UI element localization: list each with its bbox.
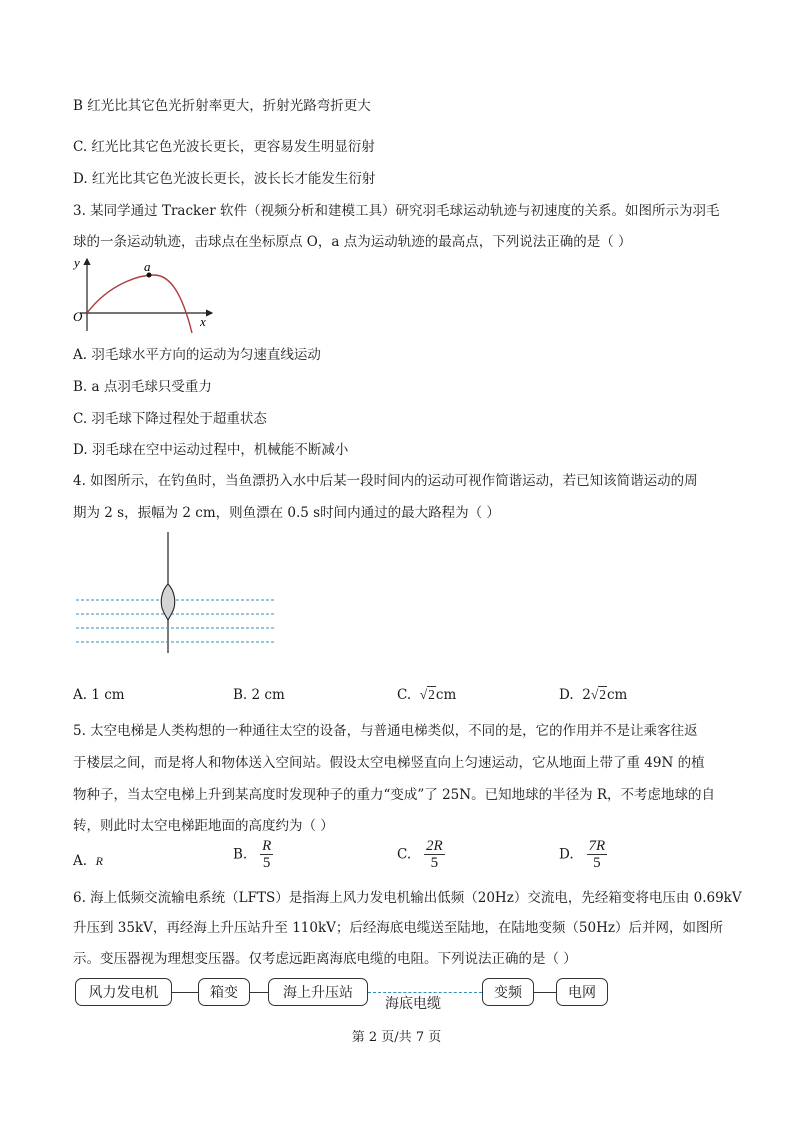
page-footer: 第 2 页/共 7 页: [351, 1030, 442, 1045]
q6-stem-line1: 6. 海上低频交流输电系统（LFTS）是指海上风力发电机输出低频（20Hz）交流电，先经箱变将电压由 0.69kV: [73, 890, 742, 906]
point-a-label: a: [144, 259, 151, 274]
q5-stem-line4: 转，则此时太空电梯距地面的高度约为（ ）: [73, 818, 334, 834]
origin-label: O: [73, 309, 83, 324]
q6-stem-line2: 升压到 35kV，再经海上升压站升至 110kV；后经海底电缆送至陆地，在陆地变频（50Hz）后并网，如图所: [73, 920, 723, 936]
q4-option-a: A. 1 cm: [73, 687, 125, 703]
q5-option-c: C. $\frac{2R}{5}$: [397, 838, 443, 871]
q5-options-row: [73, 838, 773, 878]
trajectory-curve: [87, 275, 192, 333]
submarine-cable-line: [368, 992, 482, 993]
q4-option-b: B. 2 cm: [233, 687, 285, 703]
q3-option-d: D. 羽毛球在空中运动过程中，机械能不断减小: [73, 442, 349, 458]
fraction-c: $\frac{2R}{5}$: [426, 838, 443, 871]
connector-4: [534, 992, 556, 993]
connector-1: [172, 992, 198, 993]
q3-stem-line1: 3. 某同学通过 Tracker 软件（视频分析和建模工具）研究羽毛球运动轨迹与初速度的关系。如图所示为羽毛: [73, 203, 720, 219]
fraction-b: $\frac{R}{5}$: [262, 838, 272, 871]
q5-option-a: A. R: [73, 853, 103, 869]
box-offshore-substation: 海上升压站: [268, 978, 368, 1006]
q5-stem-line2: 于楼层之间，而是将人和物体送入空间站。假设太空电梯竖直向上匀速运动，它从地面上带了重 49N 的植: [73, 755, 705, 771]
q4-stem-line2: 期为 2 s，振幅为 2 cm，则鱼漂在 0.5 s时间内通过的最大路程为（ ）: [73, 505, 500, 521]
box-wind-turbine: 风力发电机: [75, 978, 172, 1006]
transmission-diagram: [0, 975, 793, 1020]
submarine-cable-label: 海底电缆: [385, 996, 441, 1012]
box-frequency-converter: 变频: [482, 978, 534, 1006]
q2-option-d: D. 红光比其它色光波长更长，波长长才能发生衍射: [73, 171, 376, 187]
fraction-d: $\frac{7R}{5}$: [588, 838, 606, 871]
q6-stem-line3: 示。变压器视为理想变压器。仅考虑远距离海底电缆的电阻。下列说法正确的是（ ）: [73, 951, 577, 967]
q4-option-c: C. √2cm: [397, 687, 457, 703]
q3-option-c: C. 羽毛球下降过程处于超重状态: [73, 411, 267, 427]
badminton-trajectory-figure: [70, 255, 220, 335]
sqrt-symbol-c: √2: [419, 687, 435, 702]
q2-option-b: B 红光比其它色光折射率更大，折射光路弯折更大: [73, 98, 371, 114]
q5-option-b: B. $\frac{R}{5}$: [233, 838, 272, 871]
q5-stem-line1: 5. 太空电梯是人类构想的一种通往太空的设备，与普通电梯类似，不同的是，它的作用并不是让乘客往返: [73, 723, 698, 739]
float-body: [161, 584, 175, 620]
box-power-grid: 电网: [556, 978, 608, 1006]
y-axis-label: y: [74, 255, 80, 270]
x-axis-label: x: [200, 314, 206, 329]
q4-options-row: [73, 686, 773, 706]
q5-stem-line3: 物种子，当太空电梯上升到某高度时发现种子的重力“变成”了 25N。已知地球的半径为 R，不考虑地球的自: [73, 787, 716, 803]
q4-option-d: D. 2√2cm: [559, 687, 628, 703]
q2-option-c: C. 红光比其它色光波长更长，更容易发生明显衍射: [73, 139, 375, 155]
q3-option-a: A. 羽毛球水平方向的运动为匀速直线运动: [73, 347, 321, 363]
q5-option-d: D. $\frac{7R}{5}$: [559, 838, 606, 871]
fishing-float-figure: [70, 528, 280, 653]
q4-stem-line1: 4. 如图所示，在钓鱼时，当鱼漂扔入水中后某一段时间内的运动可视作简谐运动，若已知该简谐运动的周: [73, 473, 698, 489]
sqrt-symbol-d: √2: [590, 687, 606, 702]
q3-stem-line2: 球的一条运动轨迹，击球点在坐标原点 O，a 点为运动轨迹的最高点，下列说法正确的是（ ）: [73, 234, 632, 250]
q3-option-b: B. a 点羽毛球只受重力: [73, 379, 212, 395]
box-box-transformer: 箱变: [198, 978, 250, 1006]
connector-2: [250, 992, 268, 993]
